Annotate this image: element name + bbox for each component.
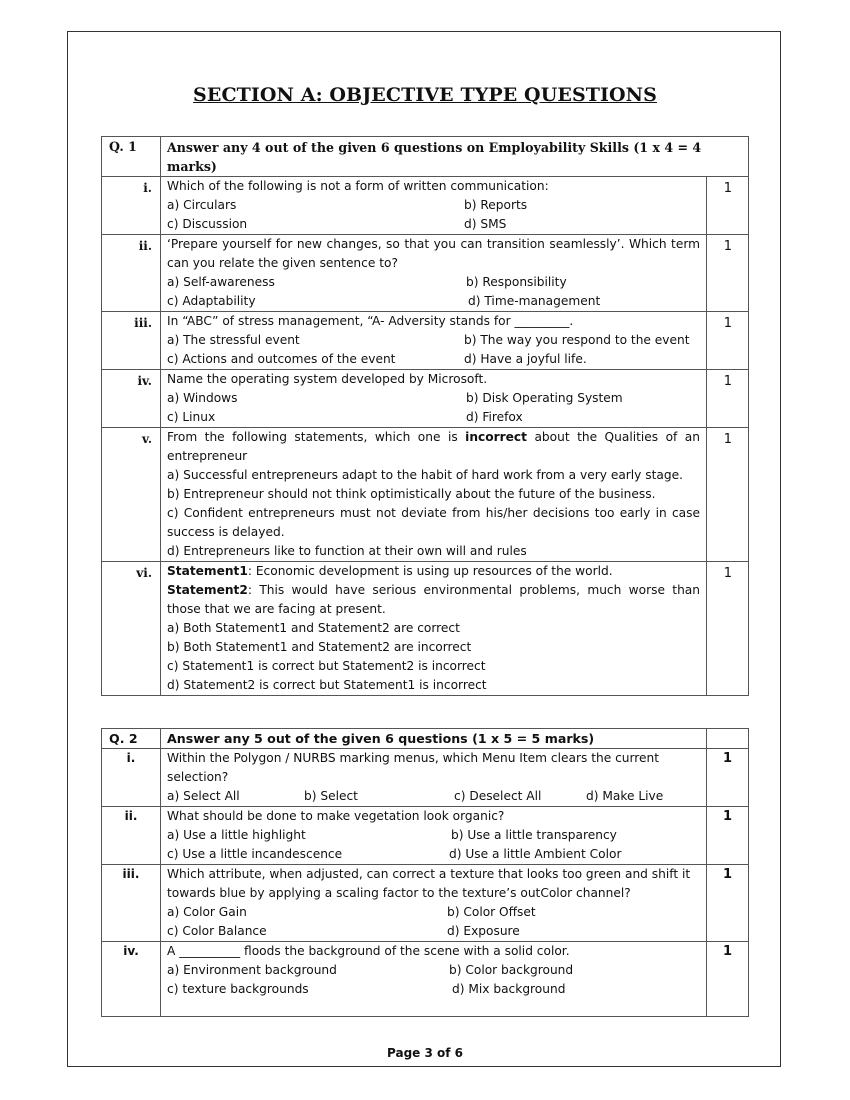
question-number: iii. xyxy=(102,865,161,942)
option-c: c) texture backgrounds xyxy=(167,982,309,996)
question-number: i. xyxy=(102,749,161,807)
option-b: b) Color Offset xyxy=(447,905,536,919)
option-a: a) Windows xyxy=(167,391,238,405)
option-a: a) Self-awareness xyxy=(167,275,275,289)
option-b: b) Color background xyxy=(449,963,574,977)
table-row xyxy=(102,428,749,562)
option-c: c) Color Balance xyxy=(167,924,267,938)
question-cell xyxy=(161,370,707,428)
marks: 1 xyxy=(707,312,749,370)
option-b: b) Both Statement1 and Statement2 are incorrect xyxy=(167,640,472,654)
table-row xyxy=(102,942,749,1017)
table-row xyxy=(102,865,749,942)
option-d: d) Make Live xyxy=(586,789,664,803)
table-row xyxy=(102,177,749,235)
question-number: v. xyxy=(102,428,161,562)
option-d: d) Have a joyful life. xyxy=(464,352,587,366)
q2-instruction: Answer any 5 out of the given 6 questions (1 x 5 = 5 marks) xyxy=(161,729,707,749)
option-b: b) Entrepreneur should not think optimistically about the future of the business. xyxy=(167,487,656,501)
question-cell xyxy=(161,865,707,942)
marks: 1 xyxy=(707,562,749,696)
empty-cell xyxy=(707,729,749,749)
option-d: d) Time-management xyxy=(468,294,601,308)
q1-label: Q. 1 xyxy=(102,137,161,177)
q1-instruction: Answer any 4 out of the given 6 questions on Employability Skills (1 x 4 = 4 marks) xyxy=(161,137,749,177)
q1-header-row xyxy=(102,137,749,177)
marks: 1 xyxy=(707,235,749,312)
option-b: b) Disk Operating System xyxy=(466,391,623,405)
statement-2: Statement2: This would have serious environmental problems, much worse than those that we are facing at present. xyxy=(167,583,700,616)
table-row xyxy=(102,312,749,370)
option-d: d) Mix background xyxy=(452,982,566,996)
q2-label: Q. 2 xyxy=(102,729,161,749)
option-b: b) Reports xyxy=(464,198,528,212)
question-text: ‘Prepare yourself for new changes, so that you can transition seamlessly’. Which term can you relate the given sentence to? xyxy=(167,237,700,270)
marks: 1 xyxy=(707,370,749,428)
question-cell xyxy=(161,749,707,807)
question-cell xyxy=(161,312,707,370)
question-cell xyxy=(161,235,707,312)
question-text: From the following statements, which one is incorrect about the Qualities of an entrepreneur xyxy=(167,430,700,463)
marks: 1 xyxy=(707,865,749,942)
table-row xyxy=(102,370,749,428)
option-a: a) Successful entrepreneurs adapt to the habit of hard work from a very early stage. xyxy=(167,468,683,482)
marks: 1 xyxy=(707,749,749,807)
question-text: Name the operating system developed by Microsoft. xyxy=(167,372,488,386)
question-text: What should be done to make vegetation look organic? xyxy=(167,809,505,823)
question-text: In “ABC” of stress management, “A- Adversity stands for _________. xyxy=(167,314,574,328)
option-a: a) Select All xyxy=(167,789,240,803)
option-a: a) Circulars xyxy=(167,198,237,212)
option-c: c) Use a little incandescence xyxy=(167,847,343,861)
question-cell xyxy=(161,428,707,562)
option-b: b) The way you respond to the event xyxy=(464,333,690,347)
question-cell xyxy=(161,807,707,865)
option-d: d) Exposure xyxy=(447,924,520,938)
question-number: iii. xyxy=(102,312,161,370)
option-a: a) The stressful event xyxy=(167,333,300,347)
q2-header-row xyxy=(102,729,749,749)
table-row xyxy=(102,749,749,807)
option-c: c) Discussion xyxy=(167,217,248,231)
question-table-q1 xyxy=(101,136,749,696)
option-c: c) Confident entrepreneurs must not deviate from his/her decisions too early in case success is delayed. xyxy=(167,506,700,539)
marks: 1 xyxy=(707,942,749,1017)
option-b: b) Select xyxy=(304,789,358,803)
question-text: Within the Polygon / NURBS marking menus, which Menu Item clears the current selection? xyxy=(167,751,660,784)
option-c: c) Actions and outcomes of the event xyxy=(167,352,396,366)
option-c: c) Adaptability xyxy=(167,294,256,308)
option-a: a) Color Gain xyxy=(167,905,247,919)
table-row xyxy=(102,562,749,696)
question-text: Which attribute, when adjusted, can correct a texture that looks too green and shift it towards blue by applying a scaling factor to the texture’s outColor channel? xyxy=(167,867,691,900)
section-title: SECTION A: OBJECTIVE TYPE QUESTIONS xyxy=(193,84,657,106)
option-c: c) Deselect All xyxy=(454,789,542,803)
option-a: a) Use a little highlight xyxy=(167,828,306,842)
question-number: vi. xyxy=(102,562,161,696)
statement-1: Statement1: Economic development is using up resources of the world. xyxy=(167,564,613,578)
option-d: d) Statement2 is correct but Statement1 is incorrect xyxy=(167,678,487,692)
option-c: c) Statement1 is correct but Statement2 is incorrect xyxy=(167,659,486,673)
question-table-q2 xyxy=(101,728,749,1017)
question-text: A __________ floods the background of the scene with a solid color. xyxy=(167,944,570,958)
page-number: Page 3 of 6 xyxy=(387,1046,463,1060)
option-d: d) Entrepreneurs like to function at their own will and rules xyxy=(167,544,527,558)
question-number: iv. xyxy=(102,370,161,428)
marks: 1 xyxy=(707,807,749,865)
marks: 1 xyxy=(707,177,749,235)
option-b: b) Responsibility xyxy=(466,275,567,289)
option-d: d) Firefox xyxy=(466,410,523,424)
emphasis-text: incorrect xyxy=(465,430,527,444)
question-cell xyxy=(161,942,707,1017)
marks: 1 xyxy=(707,428,749,562)
question-number: ii. xyxy=(102,807,161,865)
question-number: iv. xyxy=(102,942,161,1017)
question-cell xyxy=(161,177,707,235)
question-number: i. xyxy=(102,177,161,235)
table-row xyxy=(102,235,749,312)
question-number: ii. xyxy=(102,235,161,312)
option-d: d) Use a little Ambient Color xyxy=(449,847,622,861)
option-a: a) Both Statement1 and Statement2 are correct xyxy=(167,621,460,635)
question-text: Which of the following is not a form of written communication: xyxy=(167,179,549,193)
option-b: b) Use a little transparency xyxy=(451,828,617,842)
option-a: a) Environment background xyxy=(167,963,337,977)
question-cell xyxy=(161,562,707,696)
table-row xyxy=(102,807,749,865)
option-d: d) SMS xyxy=(464,217,507,231)
option-c: c) Linux xyxy=(167,410,216,424)
